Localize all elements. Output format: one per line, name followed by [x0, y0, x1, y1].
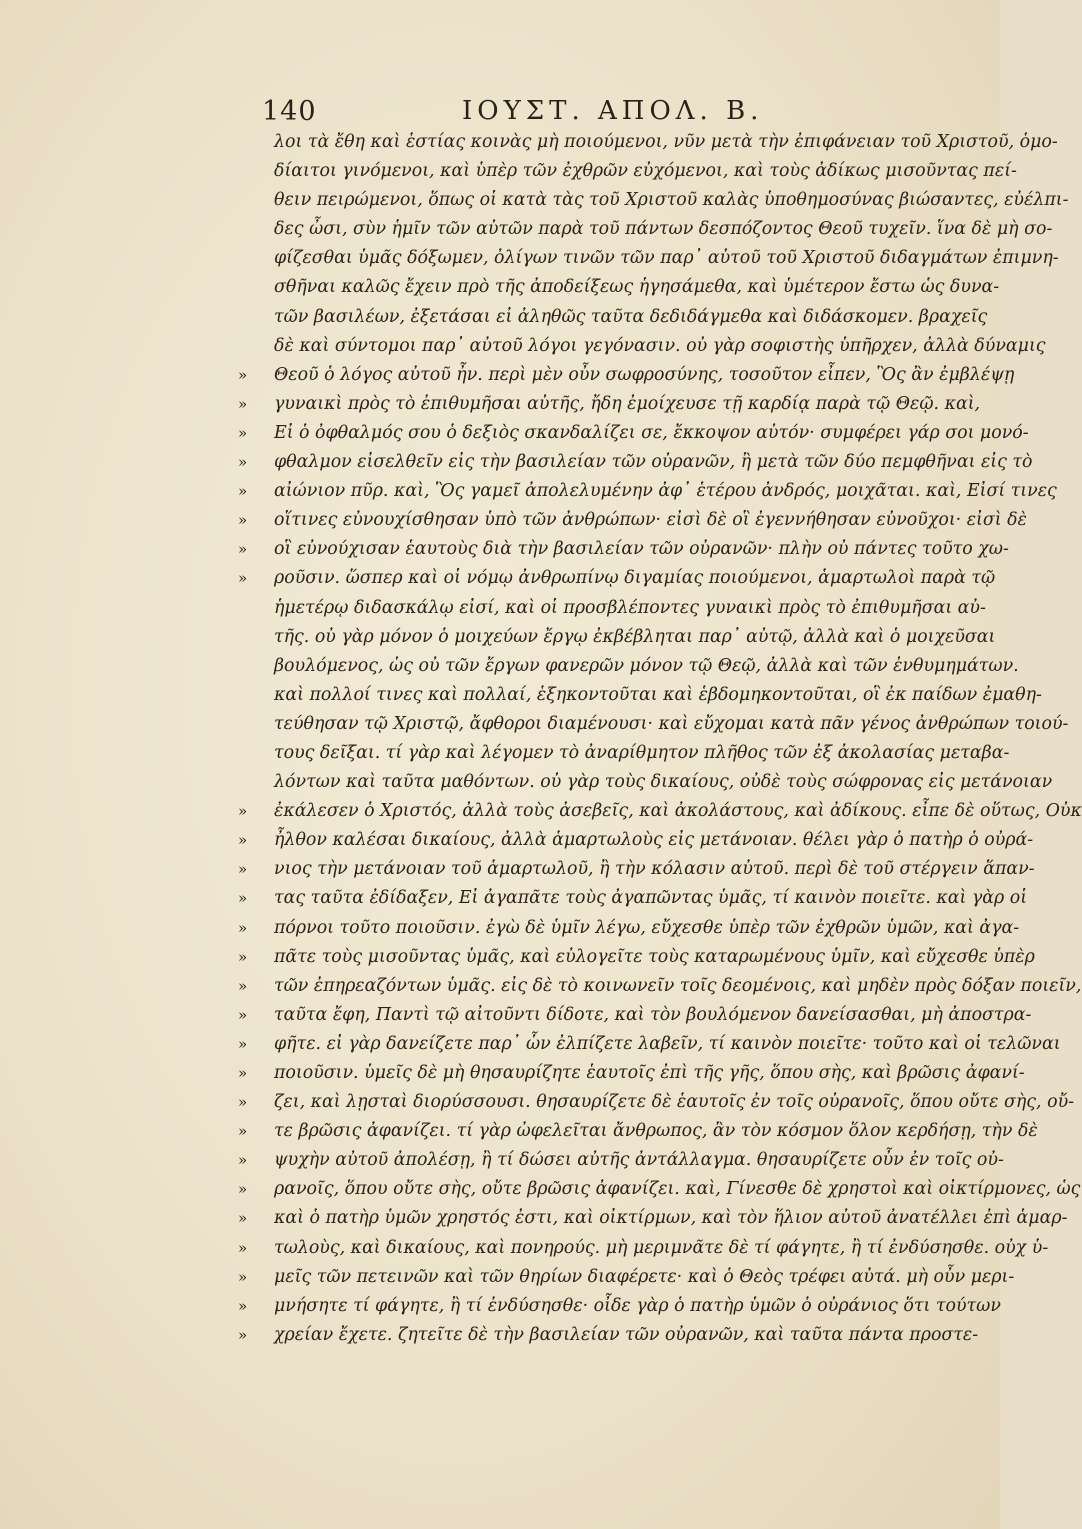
- quote-marker: »: [238, 860, 248, 879]
- text-line: [238, 1437, 918, 1466]
- quote-marker: »: [238, 482, 248, 501]
- quote-marker: »: [238, 394, 248, 413]
- body-text: [238, 128, 1082, 1495]
- text-line: » ποιοῦσιν. ὑμεῖς δὲ μὴ θησαυρίζητε ἑαυτοῖς ἐπὶ τῆς γῆς, ὅπου σὴς, καὶ βρῶσις ἀφανί-: [238, 1059, 918, 1088]
- text-line: θειν πειρώμενοι, ὅπως οἱ κατὰ τὰς τοῦ Χριστοῦ καλὰς ὑποθημοσύνας βιώσαντες, εὐέλπι-: [274, 190, 1069, 211]
- text-line: » ἐκάλεσεν ὁ Χριστός, ἀλλὰ τοὺς ἀσεβεῖς, καὶ ἀκολάστους, καὶ ἀδίκους. εἶπε δὲ οὕτως, Οὐκ: [238, 797, 918, 826]
- text-line: [238, 1466, 918, 1495]
- text-line: » μεῖς τῶν πετεινῶν καὶ τῶν θηρίων διαφέρετε· καὶ ὁ Θεὸς τρέφει αὐτά. μὴ οὖν μερι-: [238, 1263, 918, 1292]
- text-line: » οἳ εὐνούχισαν ἑαυτοὺς διὰ τὴν βασιλείαν τῶν οὐρανῶν· πλὴν οὐ πάντες τοῦτο χω-: [238, 535, 918, 564]
- text-line: » καὶ ὁ πατὴρ ὑμῶν χρηστός ἐστι, καὶ οἰκτίρμων, καὶ τὸν ἥλιον αὐτοῦ ἀνατέλλει ἐπὶ ἁμαρ-: [238, 1204, 918, 1233]
- text-line: » χρείαν ἔχετε. ζητεῖτε δὲ τὴν βασιλείαν τῶν οὐρανῶν, καὶ ταῦτα πάντα προστε-: [238, 1321, 918, 1350]
- text-line: » οἵτινες εὐνουχίσθησαν ὑπὸ τῶν ἀνθρώπων· εἰσὶ δὲ οἳ ἐγεννήθησαν εὐνοῦχοι· εἰσὶ δὲ: [238, 506, 918, 535]
- text-line: » πόρνοι τοῦτο ποιοῦσιν. ἐγὼ δὲ ὑμῖν λέγω, εὔχεσθε ὑπὲρ τῶν ἐχθρῶν ὑμῶν, καὶ ἀγα-: [238, 914, 918, 943]
- text-line: » φῆτε. εἰ γὰρ δανείζετε παρ᾽ ὧν ἐλπίζετε λαβεῖν, τί καινὸν ποιεῖτε· τοῦτο καὶ οἱ τελῶναι: [238, 1030, 918, 1059]
- text-line: ἡμετέρῳ διδασκάλῳ εἰσί, καὶ οἱ προσβλέποντες γυναικὶ πρὸς τὸ ἐπιθυμῆσαι αὐ-: [274, 597, 986, 618]
- text-line: » πᾶτε τοὺς μισοῦντας ὑμᾶς, καὶ εὐλογεῖτε τοὺς καταρωμένους ὑμῖν, καὶ εὔχεσθε ὑπὲρ: [238, 943, 918, 972]
- quote-marker: »: [238, 1034, 248, 1053]
- text-line: » φθαλμον εἰσελθεῖν εἰς τὴν βασιλείαν τῶν οὐρανῶν, ἢ μετὰ τῶν δύο πεμφθῆναι εἰς τὸ: [238, 448, 918, 477]
- text-line: » ζει, καὶ λῃσταὶ διορύσσουσι. θησαυρίζετε δὲ ἑαυτοῖς ἐν τοῖς οὐρανοῖς, ὅπου οὔτε σὴς, οὔ-: [238, 1088, 918, 1117]
- text-line: » ρανοῖς, ὅπου οὔτε σὴς, οὔτε βρῶσις ἀφανίζει. καὶ, Γίνεσθε δὲ χρηστοὶ καὶ οἰκτίρμονες, ὡς: [238, 1175, 918, 1204]
- text-line: » τωλοὺς, καὶ δικαίους, καὶ πονηρούς. μὴ μεριμνᾶτε δὲ τί φάγητε, ἢ τί ἐνδύσησθε. οὐχ ὑ-: [238, 1234, 918, 1263]
- quote-marker: »: [238, 802, 248, 821]
- text-line: » Θεοῦ ὁ λόγος αὐτοῦ ἦν. περὶ μὲν οὖν σωφροσύνης, τοσοῦτον εἶπεν, Ὃς ἂν ἐμβλέψῃ: [238, 361, 918, 390]
- quote-marker: »: [238, 540, 248, 559]
- quote-marker: »: [238, 889, 248, 908]
- text-line: [238, 1408, 918, 1437]
- text-line: » τῶν ἐπηρεαζόντων ὑμᾶς. εἰς δὲ τὸ κοινωνεῖν τοῖς δεομένοις, καὶ μηδὲν πρὸς δόξαν ποιεῖν,: [238, 972, 918, 1001]
- quote-marker: »: [238, 1238, 248, 1257]
- text-line: » ροῦσιν. ὥσπερ καὶ οἱ νόμῳ ἀνθρωπίνῳ διγαμίας ποιούμενοι, ἁμαρτωλοὶ παρὰ τῷ: [238, 564, 918, 593]
- text-line: » ταῦτα ἔφη, Παντὶ τῷ αἰτοῦντι δίδοτε, καὶ τὸν βουλόμενον δανείσασθαι, μὴ ἀποστρα-: [238, 1001, 918, 1030]
- quote-marker: »: [238, 1122, 248, 1141]
- quote-marker: »: [238, 569, 248, 588]
- quote-marker: »: [238, 1209, 248, 1228]
- text-line: φίζεσθαι ὑμᾶς δόξωμεν, ὀλίγων τινῶν τῶν παρ᾽ αὐτοῦ τοῦ Χριστοῦ διδαγμάτων ἐπιμνη-: [274, 248, 1059, 269]
- running-head: [262, 88, 780, 128]
- quote-marker: »: [238, 423, 248, 442]
- quote-marker: »: [238, 976, 248, 995]
- quote-marker: »: [238, 1064, 248, 1082]
- quote-marker: »: [238, 947, 248, 966]
- text-line: λοι τὰ ἔθη καὶ ἑστίας κοινὰς μὴ ποιούμενοι, νῦν μετὰ τὴν ἐπιφάνειαν τοῦ Χριστοῦ, ὁμο-: [274, 132, 1058, 152]
- text-line: » νιος τὴν μετάνοιαν τοῦ ἁμαρτωλοῦ, ἢ τὴν κόλασιν αὐτοῦ. περὶ δὲ τοῦ στέργειν ἅπαν-: [238, 855, 918, 884]
- text-line: » τε βρῶσις ἀφανίζει. τί γὰρ ὠφελεῖται ἄνθρωπος, ἂν τὸν κόσμον ὅλον κερδήσῃ, τὴν δὲ: [238, 1117, 918, 1146]
- text-line: » τας ταῦτα ἐδίδαξεν, Εἰ ἀγαπᾶτε τοὺς ἀγαπῶντας ὑμᾶς, τί καινὸν ποιεῖτε. καὶ γὰρ οἱ: [238, 884, 918, 913]
- text-line: λόντων καὶ ταῦτα μαθόντων. οὐ γὰρ τοὺς δικαίους, οὐδὲ τοὺς σώφρονας εἰς μετάνοιαν: [274, 772, 1053, 793]
- quote-marker: »: [238, 1151, 248, 1170]
- text-line: τῶν βασιλέων, ἐξετάσαι εἰ ἀληθῶς ταῦτα δεδιδάγμεθα καὶ διδάσκομεν. βραχεῖς: [274, 306, 988, 327]
- text-line: δὲ καὶ σύντομοι παρ᾽ αὐτοῦ λόγοι γεγόνασιν. οὐ γὰρ σοφιστὴς ὑπῆρχεν, ἀλλὰ δύναμις: [274, 335, 1046, 356]
- text-line: τους δεῖξαι. τί γὰρ καὶ λέγομεν τὸ ἀναρίθμητον πλῆθος τῶν ἐξ ἀκολασίας μεταβα-: [274, 742, 1010, 763]
- text-line: δες ὦσι, σὺν ἡμῖν τῶν αὐτῶν παρὰ τοῦ πάντων δεσπόζοντος Θεοῦ τυχεῖν. ἵνα δὲ μὴ σο-: [274, 219, 1053, 240]
- quote-marker: »: [238, 1093, 248, 1112]
- text-line: βουλόμενος, ὡς οὐ τῶν ἔργων φανερῶν μόνον τῷ Θεῷ, ἀλλὰ καὶ τῶν ἐνθυμημάτων.: [274, 655, 1019, 676]
- quote-marker: »: [238, 918, 248, 937]
- text-line: τῆς. οὐ γὰρ μόνον ὁ μοιχεύων ἔργῳ ἐκβέβληται παρ᾽ αὐτῷ, ἀλλὰ καὶ ὁ μοιχεῦσαι: [274, 626, 996, 647]
- quote-marker: »: [238, 511, 248, 530]
- text-line: σθῆναι καλῶς ἔχειν πρὸ τῆς ἀποδείξεως ἡγησάμεθα, καὶ ὑμέτερον ἔστω ὡς δυνα-: [274, 277, 1000, 298]
- quote-marker: »: [238, 453, 248, 472]
- quote-marker: »: [238, 1005, 248, 1024]
- text-line: » ἦλθον καλέσαι δικαίους, ἀλλὰ ἁμαρτωλοὺς εἰς μετάνοιαν. θέλει γὰρ ὁ πατὴρ ὁ οὐρά-: [238, 826, 918, 855]
- page-number: 140: [262, 96, 317, 127]
- text-line: δίαιτοι γινόμενοι, καὶ ὑπὲρ τῶν ἐχθρῶν εὐχόμενοι, καὶ τοὺς ἀδίκως μισοῦντας πεί-: [274, 161, 1017, 182]
- text-line: » γυναικὶ πρὸς τὸ ἐπιθυμῆσαι αὐτῆς, ἤδη ἐμοίχευσε τῇ καρδίᾳ παρὰ τῷ Θεῷ. καὶ,: [238, 390, 918, 419]
- text-line: » αἰώνιον πῦρ. καὶ, Ὃς γαμεῖ ἀπολελυμένην ἀφ᾽ ἑτέρου ἀνδρός, μοιχᾶται. καὶ, Εἰσί τινες: [238, 477, 918, 506]
- quote-marker: »: [238, 1267, 248, 1286]
- text-line: » μνήσητε τί φάγητε, ἢ τί ἐνδύσησθε· οἶδε γὰρ ὁ πατὴρ ὑμῶν ὁ οὐράνιος ὅτι τούτων: [238, 1292, 918, 1321]
- quote-marker: »: [238, 365, 248, 384]
- text-line: καὶ πολλοί τινες καὶ πολλαί, ἑξηκοντοῦται καὶ ἑβδομηκοντοῦται, οἳ ἐκ παίδων ἐμαθη-: [274, 684, 1042, 705]
- text-line: » ψυχὴν αὐτοῦ ἀπολέσῃ, ἢ τί δώσει αὐτῆς ἀντάλλαγμα. θησαυρίζετε οὖν ἐν τοῖς οὐ-: [238, 1146, 918, 1175]
- running-title: ΙΟΥΣΤ. ΑΠΟΛ. Β.: [462, 96, 764, 126]
- text-line: [238, 1379, 918, 1408]
- text-line: τεύθησαν τῷ Χριστῷ, ἄφθοροι διαμένουσι· καὶ εὔχομαι κατὰ πᾶν γένος ἀνθρώπων τοιού-: [274, 713, 1069, 734]
- text-line: [238, 1350, 918, 1379]
- quote-marker: »: [238, 1325, 248, 1344]
- quote-marker: »: [238, 1180, 248, 1199]
- quote-marker: »: [238, 1296, 248, 1315]
- text-line: » Εἰ ὁ ὀφθαλμός σου ὁ δεξιὸς σκανδαλίζει σε, ἔκκοψον αὐτόν· συμφέρει γάρ σοι μονό-: [238, 419, 918, 448]
- quote-marker: »: [238, 831, 248, 850]
